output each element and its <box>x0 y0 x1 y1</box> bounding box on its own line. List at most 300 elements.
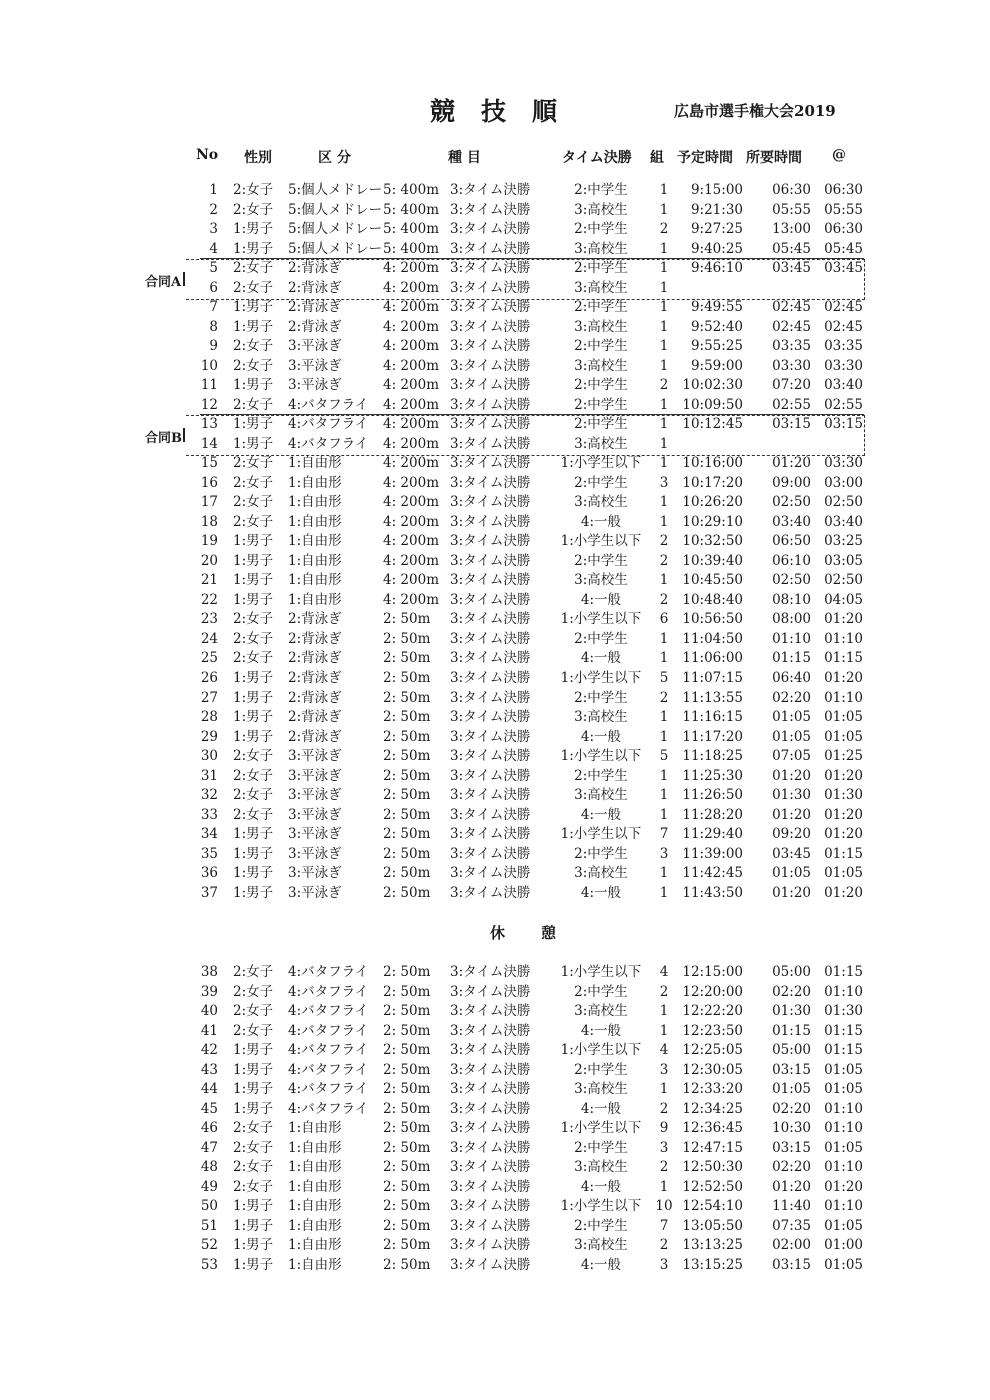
row-distance: 4: 200m <box>383 318 439 335</box>
row-final-type: 3:タイム決勝 <box>450 1042 531 1058</box>
row-distance: 2: 50m <box>383 787 431 804</box>
row-per-heat: 01:15 <box>824 650 863 667</box>
row-stroke: 5:個人メドレー <box>288 182 383 198</box>
row-duration: 01:05 <box>772 1081 811 1097</box>
row-class: 2:中学生 <box>574 1217 628 1234</box>
row-stroke: 3:平泳ぎ <box>288 865 342 882</box>
row-sex: 1:男子 <box>233 1081 274 1097</box>
row-start-time: 12:34:25 <box>682 1100 743 1117</box>
row-distance: 2: 50m <box>383 650 431 667</box>
row-duration: 01:05 <box>772 728 811 745</box>
row-distance: 2: 50m <box>383 630 431 647</box>
row-start-time: 13:05:50 <box>682 1217 743 1234</box>
row-final-type: 3:タイム決勝 <box>450 630 531 647</box>
row-sex: 2:女子 <box>233 396 274 413</box>
row-distance: 2: 50m <box>383 689 431 706</box>
row-stroke: 5:個人メドレー <box>288 240 383 257</box>
row-heats: 1 <box>659 709 669 726</box>
row-no: 48 <box>200 1159 218 1175</box>
row-heats: 3 <box>659 474 669 491</box>
row-heats: 1 <box>659 1081 669 1097</box>
row-no: 44 <box>200 1081 218 1097</box>
row-class: 2:中学生 <box>574 767 628 784</box>
row-distance: 4: 200m <box>383 533 439 550</box>
row-start-time: 11:04:50 <box>682 630 743 647</box>
row-duration: 03:45 <box>772 260 811 277</box>
row-heats: 1 <box>659 728 669 745</box>
row-per-heat: 01:30 <box>824 787 863 804</box>
row-per-heat: 01:05 <box>824 1217 863 1234</box>
row-per-heat: 01:20 <box>824 806 863 823</box>
row-heats: 1 <box>659 572 669 589</box>
row-distance: 2: 50m <box>383 983 431 1000</box>
row-no: 17 <box>200 494 218 511</box>
row-no: 21 <box>200 572 218 589</box>
row-distance: 2: 50m <box>383 1198 431 1214</box>
row-class: 1:小学生以下 <box>560 826 642 843</box>
row-duration: 02:00 <box>772 1237 811 1253</box>
row-distance: 2: 50m <box>383 1256 431 1273</box>
row-stroke: 1:自由形 <box>288 1237 342 1253</box>
row-distance: 4: 200m <box>383 377 439 394</box>
row-class: 4:一般 <box>580 884 622 901</box>
table-row <box>0 747 990 767</box>
table-row <box>0 357 990 377</box>
row-start-time: 10:29:10 <box>682 513 743 530</box>
row-per-heat: 01:00 <box>824 1237 863 1253</box>
row-distance: 2: 50m <box>383 1061 431 1078</box>
row-no: 39 <box>200 983 218 1000</box>
row-stroke: 1:自由形 <box>288 474 342 491</box>
row-stroke: 3:平泳ぎ <box>288 377 342 394</box>
table-row <box>0 1236 990 1256</box>
row-distance: 5: 400m <box>383 201 439 218</box>
row-start-time: 9:21:30 <box>690 201 743 218</box>
row-stroke: 1:自由形 <box>288 494 342 511</box>
row-class: 2:中学生 <box>574 845 628 862</box>
row-heats: 4 <box>659 1042 669 1058</box>
row-duration: 02:20 <box>772 983 811 1000</box>
row-per-heat: 05:55 <box>824 201 863 218</box>
row-final-type: 3:タイム決勝 <box>450 983 531 1000</box>
row-no: 9 <box>209 338 218 355</box>
row-duration: 03:35 <box>772 338 811 355</box>
row-distance: 2: 50m <box>383 1139 431 1156</box>
row-duration: 02:45 <box>772 299 811 316</box>
table-row <box>0 1139 990 1159</box>
row-per-heat: 01:20 <box>824 884 863 901</box>
row-duration: 03:15 <box>772 416 811 433</box>
row-stroke: 1:自由形 <box>288 513 342 530</box>
table-row <box>0 1119 990 1139</box>
row-duration: 01:30 <box>772 1003 811 1019</box>
row-final-type: 3:タイム決勝 <box>450 1178 531 1195</box>
row-duration: 09:00 <box>772 474 811 491</box>
table-row <box>0 649 990 669</box>
header-sex: 性別 <box>244 150 272 166</box>
row-heats: 2 <box>659 983 669 1000</box>
row-stroke: 5:個人メドレー <box>288 221 383 238</box>
table-row <box>0 552 990 572</box>
row-class: 2:中学生 <box>574 1061 628 1078</box>
row-duration: 01:15 <box>772 650 811 667</box>
row-sex: 1:男子 <box>233 709 274 726</box>
row-start-time: 12:50:30 <box>682 1159 743 1175</box>
row-sex: 1:男子 <box>233 416 274 433</box>
row-heats: 1 <box>659 1178 669 1195</box>
row-start-time: 9:55:25 <box>690 338 743 355</box>
row-per-heat: 01:10 <box>824 1159 863 1175</box>
table-row <box>0 806 990 826</box>
table-row <box>0 396 990 416</box>
table-row <box>0 864 990 884</box>
row-start-time: 11:18:25 <box>682 748 743 765</box>
row-final-type: 3:タイム決勝 <box>450 474 531 491</box>
row-per-heat: 03:35 <box>824 338 863 355</box>
row-distance: 4: 200m <box>383 338 439 355</box>
row-distance: 2: 50m <box>383 1237 431 1253</box>
row-stroke: 1:自由形 <box>288 455 342 472</box>
row-duration: 07:20 <box>772 377 811 394</box>
row-stroke: 2:背泳ぎ <box>288 630 342 647</box>
row-sex: 2:女子 <box>233 260 274 277</box>
row-class: 2:中学生 <box>574 474 628 491</box>
row-start-time: 12:33:20 <box>682 1081 743 1097</box>
row-final-type: 3:タイム決勝 <box>450 513 531 530</box>
row-stroke: 4:バタフライ <box>288 1003 369 1019</box>
row-per-heat: 01:20 <box>824 611 863 628</box>
row-per-heat: 01:05 <box>824 1061 863 1078</box>
row-no: 23 <box>200 611 218 628</box>
row-distance: 2: 50m <box>383 1217 431 1234</box>
row-stroke: 3:平泳ぎ <box>288 826 342 843</box>
row-class: 2:中学生 <box>574 689 628 706</box>
row-stroke: 2:背泳ぎ <box>288 709 342 726</box>
row-duration: 01:15 <box>772 1022 811 1039</box>
row-no: 45 <box>200 1100 218 1117</box>
row-no: 18 <box>200 513 218 530</box>
row-no: 12 <box>200 396 218 413</box>
row-duration: 06:40 <box>772 670 811 686</box>
row-no: 16 <box>200 474 218 491</box>
row-no: 14 <box>200 435 218 452</box>
table-row <box>0 630 990 650</box>
row-no: 31 <box>200 767 218 784</box>
row-class: 2:中学生 <box>574 299 628 316</box>
table-row <box>0 1061 990 1081</box>
row-duration: 01:10 <box>772 630 811 647</box>
row-duration: 11:40 <box>772 1198 811 1214</box>
row-sex: 1:男子 <box>233 1100 274 1117</box>
row-final-type: 3:タイム決勝 <box>450 552 531 569</box>
row-distance: 2: 50m <box>383 1100 431 1117</box>
table-row <box>0 786 990 806</box>
row-distance: 4: 200m <box>383 591 439 608</box>
row-duration: 03:30 <box>772 357 811 374</box>
table-row <box>0 669 990 689</box>
row-class: 4:一般 <box>580 1022 622 1039</box>
table-row <box>0 1080 990 1100</box>
row-sex: 1:男子 <box>233 670 274 686</box>
row-heats: 1 <box>659 455 669 472</box>
row-stroke: 2:背泳ぎ <box>288 689 342 706</box>
table-row <box>0 474 990 494</box>
row-per-heat: 01:15 <box>824 964 863 980</box>
row-per-heat: 03:30 <box>824 455 863 472</box>
row-final-type: 3:タイム決勝 <box>450 1100 531 1117</box>
row-no: 4 <box>209 240 218 257</box>
row-sex: 1:男子 <box>233 591 274 608</box>
row-sex: 2:女子 <box>233 787 274 804</box>
row-no: 3 <box>209 221 218 238</box>
row-duration: 02:50 <box>772 494 811 511</box>
table-row <box>0 767 990 787</box>
header-kumi: 組 <box>650 150 664 166</box>
row-per-heat: 02:45 <box>824 318 863 335</box>
row-start-time: 10:48:40 <box>682 591 743 608</box>
row-distance: 2: 50m <box>383 1042 431 1058</box>
row-start-time: 10:39:40 <box>682 552 743 569</box>
row-heats: 1 <box>659 494 669 511</box>
row-distance: 4: 200m <box>383 396 439 413</box>
row-final-type: 3:タイム決勝 <box>450 670 531 686</box>
row-final-type: 3:タイム決勝 <box>450 182 531 198</box>
row-class: 1:小学生以下 <box>560 533 642 550</box>
row-per-heat: 03:05 <box>824 552 863 569</box>
row-start-time: 13:13:25 <box>682 1237 743 1253</box>
row-no: 7 <box>209 299 218 316</box>
row-heats: 3 <box>659 1256 669 1273</box>
table-row <box>0 884 990 904</box>
row-no: 5 <box>209 260 218 277</box>
row-sex: 2:女子 <box>233 983 274 1000</box>
row-stroke: 2:背泳ぎ <box>288 670 342 686</box>
row-sex: 2:女子 <box>233 1159 274 1175</box>
row-stroke: 1:自由形 <box>288 533 342 550</box>
row-per-heat: 01:10 <box>824 1198 863 1214</box>
row-heats: 5 <box>659 748 669 765</box>
row-final-type: 3:タイム決勝 <box>450 318 531 335</box>
row-class: 3:高校生 <box>574 787 628 804</box>
row-per-heat: 03:15 <box>824 416 863 433</box>
header-no: No <box>196 147 219 163</box>
row-stroke: 3:平泳ぎ <box>288 884 342 901</box>
row-start-time: 10:12:45 <box>682 416 743 433</box>
row-stroke: 4:バタフライ <box>288 1061 369 1078</box>
row-heats: 1 <box>659 787 669 804</box>
row-stroke: 3:平泳ぎ <box>288 357 342 374</box>
row-per-heat: 05:45 <box>824 240 863 257</box>
row-per-heat: 01:30 <box>824 1003 863 1019</box>
row-no: 27 <box>200 689 218 706</box>
table-row <box>0 318 990 338</box>
row-per-heat: 01:05 <box>824 709 863 726</box>
row-class: 2:中学生 <box>574 983 628 1000</box>
row-per-heat: 01:10 <box>824 689 863 706</box>
row-no: 42 <box>200 1042 218 1058</box>
row-class: 2:中学生 <box>574 182 628 198</box>
row-start-time: 9:15:00 <box>690 182 743 198</box>
row-distance: 4: 200m <box>383 260 439 277</box>
row-final-type: 3:タイム決勝 <box>450 377 531 394</box>
break-label: 休憩 <box>490 924 593 942</box>
row-duration: 03:40 <box>772 513 811 530</box>
row-sex: 1:男子 <box>233 533 274 550</box>
row-sex: 1:男子 <box>233 1256 274 1273</box>
row-per-heat: 02:55 <box>824 396 863 413</box>
row-distance: 4: 200m <box>383 357 439 374</box>
row-final-type: 3:タイム決勝 <box>450 1217 531 1234</box>
row-sex: 2:女子 <box>233 1022 274 1039</box>
row-class: 3:高校生 <box>574 279 628 296</box>
row-heats: 1 <box>659 630 669 647</box>
row-start-time: 12:36:45 <box>682 1120 743 1136</box>
row-sex: 1:男子 <box>233 689 274 706</box>
row-class: 3:高校生 <box>574 435 628 452</box>
row-final-type: 3:タイム決勝 <box>450 1022 531 1039</box>
row-duration: 10:30 <box>772 1120 811 1136</box>
row-distance: 2: 50m <box>383 767 431 784</box>
row-heats: 3 <box>659 1139 669 1156</box>
row-sex: 1:男子 <box>233 1061 274 1078</box>
row-class: 4:一般 <box>580 591 622 608</box>
row-final-type: 3:タイム決勝 <box>450 1256 531 1273</box>
row-start-time: 11:17:20 <box>682 728 743 745</box>
row-heats: 1 <box>659 435 669 452</box>
row-duration: 01:20 <box>772 1178 811 1195</box>
row-stroke: 1:自由形 <box>288 1120 342 1136</box>
table-row <box>0 1197 990 1217</box>
row-start-time: 12:25:05 <box>682 1042 743 1058</box>
row-no: 26 <box>200 670 218 686</box>
row-class: 4:一般 <box>580 728 622 745</box>
row-heats: 2 <box>659 1159 669 1175</box>
row-heats: 1 <box>659 513 669 530</box>
row-sex: 2:女子 <box>233 455 274 472</box>
row-final-type: 3:タイム決勝 <box>450 1003 531 1019</box>
row-stroke: 4:バタフライ <box>288 1022 369 1039</box>
row-heats: 1 <box>659 357 669 374</box>
row-per-heat: 03:45 <box>824 260 863 277</box>
row-final-type: 3:タイム決勝 <box>450 728 531 745</box>
table-row <box>0 1158 990 1178</box>
row-duration: 08:10 <box>772 591 811 608</box>
table-row <box>0 728 990 748</box>
row-per-heat: 01:10 <box>824 983 863 1000</box>
row-sex: 1:男子 <box>233 865 274 882</box>
row-sex: 2:女子 <box>233 494 274 511</box>
row-final-type: 3:タイム決勝 <box>450 435 531 452</box>
row-per-heat: 01:10 <box>824 1100 863 1117</box>
row-distance: 5: 400m <box>383 221 439 238</box>
header-at: @ <box>832 147 846 163</box>
row-sex: 2:女子 <box>233 630 274 647</box>
row-no: 49 <box>200 1178 218 1195</box>
row-no: 8 <box>209 318 218 335</box>
row-stroke: 4:バタフライ <box>288 983 369 1000</box>
header-shumoku: 種 目 <box>448 150 481 166</box>
row-final-type: 3:タイム決勝 <box>450 767 531 784</box>
row-stroke: 3:平泳ぎ <box>288 845 342 862</box>
row-sex: 1:男子 <box>233 1198 274 1214</box>
row-duration: 05:55 <box>772 201 811 218</box>
row-class: 3:高校生 <box>574 709 628 726</box>
row-heats: 1 <box>659 396 669 413</box>
row-stroke: 3:平泳ぎ <box>288 767 342 784</box>
row-start-time: 11:43:50 <box>682 884 743 901</box>
row-per-heat: 03:25 <box>824 533 863 550</box>
row-no: 46 <box>200 1120 218 1136</box>
row-start-time: 10:02:30 <box>682 377 743 394</box>
row-per-heat: 01:20 <box>824 1178 863 1195</box>
row-heats: 1 <box>659 1003 669 1019</box>
row-distance: 2: 50m <box>383 806 431 823</box>
row-heats: 1 <box>659 260 669 277</box>
row-duration: 01:05 <box>772 865 811 882</box>
row-distance: 4: 200m <box>383 494 439 511</box>
row-no: 6 <box>209 279 218 296</box>
row-sex: 2:女子 <box>233 1178 274 1195</box>
row-heats: 3 <box>659 845 669 862</box>
row-heats: 1 <box>659 650 669 667</box>
row-start-time: 9:52:40 <box>690 318 743 335</box>
row-sex: 1:男子 <box>233 572 274 589</box>
row-sex: 1:男子 <box>233 1237 274 1253</box>
row-heats: 1 <box>659 1022 669 1039</box>
row-no: 41 <box>200 1022 218 1039</box>
table-row <box>0 454 990 474</box>
table-row <box>0 337 990 357</box>
row-heats: 2 <box>659 552 669 569</box>
row-final-type: 3:タイム決勝 <box>450 709 531 726</box>
table-row <box>0 220 990 240</box>
row-stroke: 1:自由形 <box>288 1256 342 1273</box>
row-class: 3:高校生 <box>574 1081 628 1097</box>
table-row <box>0 1041 990 1061</box>
row-sex: 2:女子 <box>233 1120 274 1136</box>
row-no: 34 <box>200 826 218 843</box>
row-no: 2 <box>209 201 218 218</box>
row-heats: 2 <box>659 689 669 706</box>
row-no: 15 <box>200 455 218 472</box>
row-per-heat: 02:50 <box>824 572 863 589</box>
table-row <box>0 1022 990 1042</box>
row-class: 2:中学生 <box>574 630 628 647</box>
row-per-heat: 03:40 <box>824 513 863 530</box>
row-final-type: 3:タイム決勝 <box>450 611 531 628</box>
row-per-heat: 01:10 <box>824 1120 863 1136</box>
row-stroke: 2:背泳ぎ <box>288 279 342 296</box>
merged-group-a-box <box>186 259 865 300</box>
row-class: 4:一般 <box>580 806 622 823</box>
row-stroke: 2:背泳ぎ <box>288 318 342 335</box>
row-sex: 1:男子 <box>233 1042 274 1058</box>
row-duration: 01:20 <box>772 455 811 472</box>
row-start-time: 12:15:00 <box>682 964 743 980</box>
row-no: 51 <box>200 1217 218 1234</box>
row-sex: 2:女子 <box>233 338 274 355</box>
row-per-heat: 03:00 <box>824 474 863 491</box>
row-sex: 1:男子 <box>233 318 274 335</box>
row-final-type: 3:タイム決勝 <box>450 396 531 413</box>
row-distance: 2: 50m <box>383 1003 431 1019</box>
row-start-time: 9:59:00 <box>690 357 743 374</box>
row-duration: 02:45 <box>772 318 811 335</box>
row-stroke: 5:個人メドレー <box>288 201 383 218</box>
row-heats: 1 <box>659 299 669 316</box>
row-distance: 2: 50m <box>383 865 431 882</box>
row-stroke: 3:平泳ぎ <box>288 338 342 355</box>
